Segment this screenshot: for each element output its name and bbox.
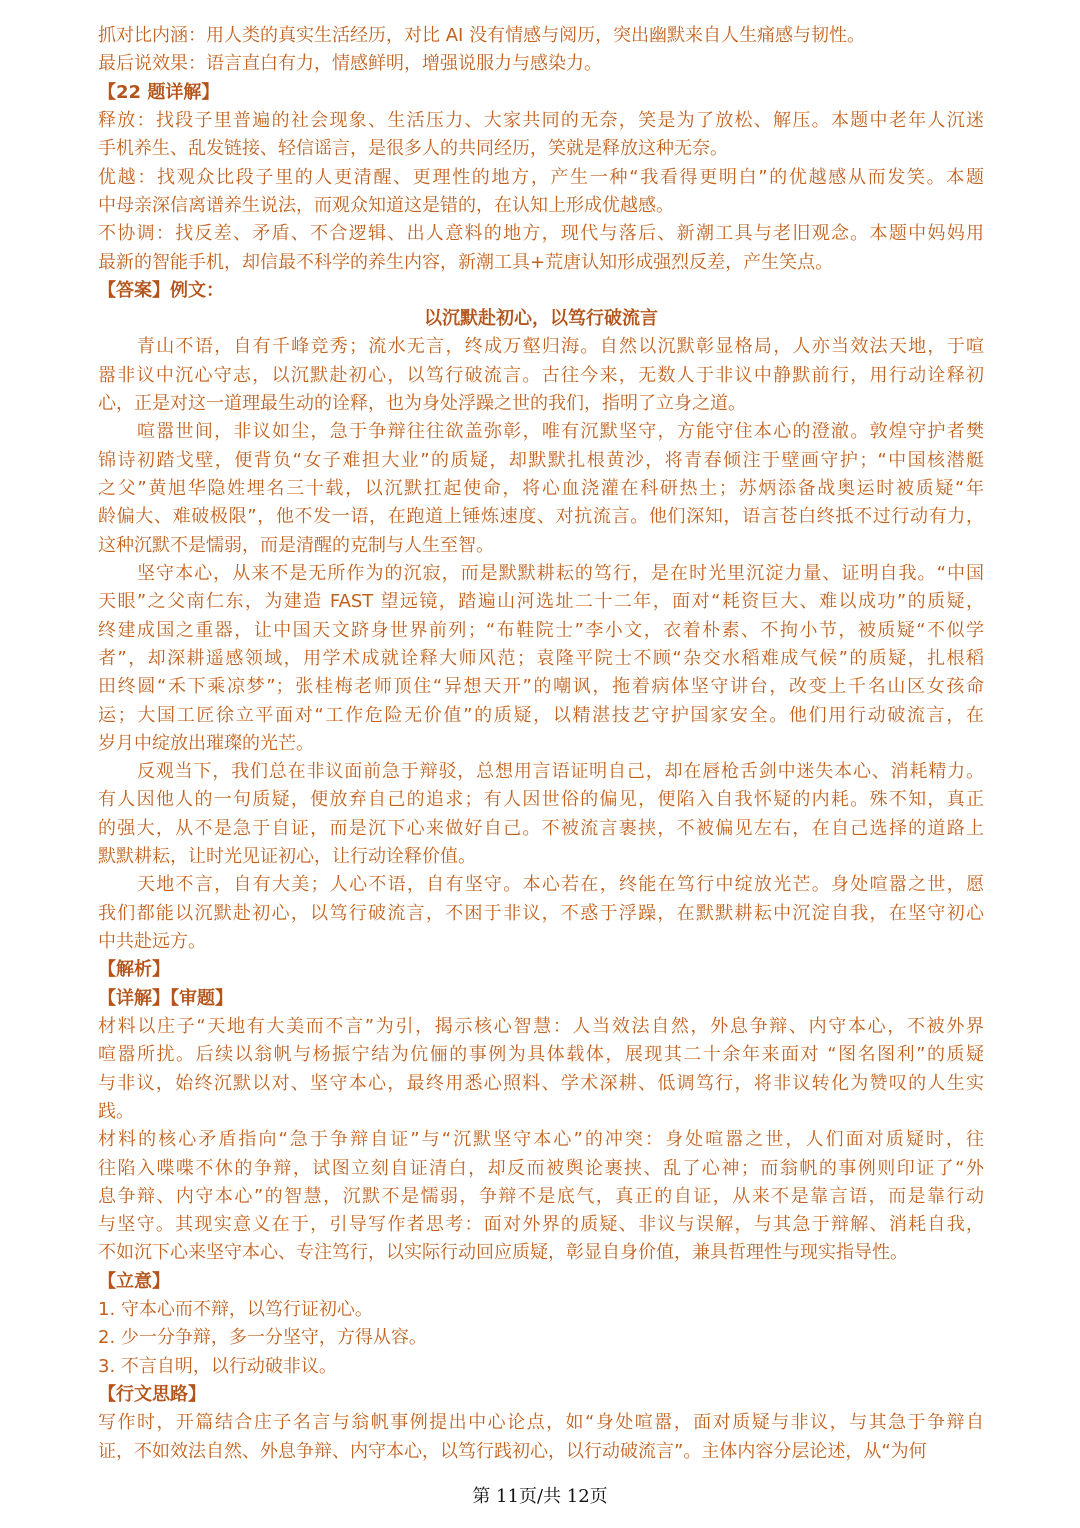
paragraph — [98, 22, 984, 50]
text-line: 龄偏大、难破极限”，他不发一语，在跑道上锤炼速度、对抗流言。他们深知，语言苍白终抵不过行动有力， — [98, 506, 984, 528]
paragraph — [98, 50, 984, 78]
text-line: 运；大国工匠徐立平面对“工作危险无价值”的质疑，以精湛技艺守护国家安全。他们用行动破流言，在 — [98, 704, 984, 726]
essay-title — [98, 305, 984, 333]
text-line: 1. 守本心而不辩，以笃行证初心。 — [98, 1299, 373, 1321]
document-body — [98, 22, 984, 1466]
essay-paragraph — [98, 758, 984, 871]
text-line: 优越：找观众比段子里的人更清醒、更理性的地方，产生一种“我看得更明白”的优越感从而发笑。本题 — [98, 166, 984, 188]
essay-paragraph — [98, 333, 984, 418]
text-line: 【答案】例文： — [98, 279, 224, 301]
text-line: 抓对比内涵：用人类的真实生活经历，对比 AI 没有情感与阅历，突出幽默来自人生痛感与韧性。 — [98, 25, 866, 46]
essay-paragraph — [98, 418, 984, 560]
section-heading — [98, 956, 984, 984]
text-line: 有人因他人的一句质疑，便放弃自己的追求；有人因世俗的偏见，便陷入自我怀疑的内耗。殊不知，真正 — [98, 789, 984, 811]
paragraph — [98, 1296, 984, 1324]
text-line: 写作时，开篇结合庄子名言与翁帆事例提出中心论点，如“身处喧嚣，面对质疑与非议，与其急于争辩自 — [98, 1412, 984, 1434]
text-line: 以沉默赴初心，以笃行破流言 — [424, 308, 658, 330]
text-line: 证，不如效法自然、外息争辩、内守本心，以笃行践初心，以行动破流言”。主体内容分层论述，从“为何 — [98, 1440, 927, 1462]
paragraph — [98, 1409, 984, 1466]
paragraph — [98, 1353, 984, 1381]
text-line: 心，正是对这一道理最生动的诠释，也为身处浮躁之世的我们，指明了立身之道。 — [98, 393, 746, 415]
text-line: 最后说效果：语言直白有力，情感鲜明，增强说服力与感染力。 — [98, 53, 602, 75]
text-line: 【行文思路】 — [98, 1384, 206, 1405]
text-line: 中共赴远方。 — [98, 931, 206, 952]
paragraph — [98, 107, 984, 164]
text-line: 材料的核心矛盾指向“急于争辩自证”与“沉默坚守本心”的冲突：身处喧嚣之世，人们面对质疑时，往 — [98, 1129, 984, 1151]
text-line: 田终圆“禾下乘凉梦”；张桂梅老师顶住“异想天开”的嘲讽，拖着病体坚守讲台，改变上千名山区女孩命 — [98, 676, 984, 698]
essay-paragraph — [98, 871, 984, 956]
paragraph — [98, 164, 984, 221]
text-line: 【22 题详解】 — [98, 81, 220, 103]
text-line: 天地不言，自有大美；人心不语，自有坚守。本心若在，终能在笃行中绽放光芒。身处喧嚣之世，愿 — [137, 874, 984, 896]
section-heading — [98, 1268, 984, 1296]
text-line: 岁月中绽放出璀璨的光芒。 — [98, 732, 314, 754]
text-line: 【解析】 — [98, 959, 170, 981]
text-line: 者”，却深耕遥感领域，用学术成就诠释大师风范；袁隆平院士不顾“杂交水稻难成气候”的质疑，扎根稻 — [98, 647, 984, 669]
paragraph — [98, 1013, 984, 1126]
text-line: 与非议，始终沉默以对、坚守本心，最终用悉心照料、学术深耕、低调笃行，将非议转化为赞叹的人生实 — [98, 1072, 984, 1094]
text-line: 【立意】 — [98, 1270, 170, 1292]
text-line: 嚣非议中沉心守志，以沉默赴初心，以笃行破流言。古往今来，无数人于非议中静默前行，用行动诠释初 — [98, 364, 984, 386]
text-line: 中母亲深信离谱养生说法，而观众知道这是错的，在认知上形成优越感。 — [98, 194, 674, 216]
text-line: 不如沉下心来坚守本心、专注笃行，以实际行动回应质疑，彰显自身价值，兼具哲理性与现实指导性。 — [98, 1242, 908, 1264]
text-line: 释放：找段子里普遍的社会现象、生活压力、大家共同的无奈，笑是为了放松、解压。本题中老年人沉迷 — [98, 109, 984, 131]
text-line: 践。 — [98, 1100, 134, 1122]
text-line: 的强大，从不是急于自证，而是沉下心来做好自己。不被流言裹挟，不被偏见左右，在自己选择的道路上 — [98, 817, 984, 839]
text-line: 喧嚣世间，非议如尘，急于争辩往往欲盖弥彰，唯有沉默坚守，方能守住本心的澄澈。敦煌守护者樊 — [137, 421, 984, 443]
page-footer: 第 11页/共 12页 — [472, 1486, 608, 1507]
text-line: 往陷入喋喋不休的争辩，试图立刻自证清白，却反而被舆论裹挟、乱了心神；而翁帆的事例则印证了“外 — [98, 1157, 984, 1179]
paragraph — [98, 1324, 984, 1352]
text-line: 终建成国之重器，让中国天文跻身世界前列；“布鞋院士”李小文，衣着朴素、不拘小节，被质疑“不似学 — [98, 619, 984, 641]
text-line: 最新的智能手机，却信最不科学的养生内容，新潮工具+荒唐认知形成强烈反差，产生笑点。 — [98, 251, 834, 273]
text-line: 坚守本心，从来不是无所作为的沉寂，而是默默耕耘的笃行，是在时光里沉淀力量、证明自我。“中国 — [137, 562, 984, 584]
text-line: 2. 少一分争辩，多一分坚守，方得从容。 — [98, 1327, 427, 1349]
section-heading — [98, 985, 984, 1013]
text-line: 天眼”之父南仁东，为建造 FAST 望远镜，踏遍山河选址二十二年，面对“耗资巨大、难以成功”的质疑， — [98, 591, 984, 613]
text-line: 手机养生、乱发链接、轻信谣言，是很多人的共同经历，笑就是释放这种无奈。 — [98, 138, 728, 160]
text-line: 不协调：找反差、矛盾、不合逻辑、出人意料的地方，现代与落后、新潮工具与老旧观念。本题中妈妈用 — [98, 223, 984, 245]
text-line: 【详解】【审题】 — [98, 987, 233, 1009]
text-line: 青山不语，自有千峰竞秀；流水无言，终成万壑归海。自然以沉默彰显格局，人亦当效法天地，于喧 — [137, 336, 984, 358]
section-heading — [98, 79, 984, 107]
text-line: 锦诗初踏戈壁，便背负“女子难担大业”的质疑，却默默扎根黄沙，将青春倾注于壁画守护；“中国核潜艇 — [98, 449, 984, 471]
text-line: 喧嚣所扰。后续以翁帆与杨振宁结为伉俪的事例为具体载体，展现其二十余年来面对 “图名图利”的质疑 — [98, 1044, 984, 1066]
text-line: 材料以庄子“天地有大美而不言”为引，揭示核心智慧：人当效法自然，外息争辩、内守本心，不被外界 — [98, 1015, 984, 1037]
text-line: 默默耕耘，让时光见证初心，让行动诠释价值。 — [98, 846, 476, 868]
section-heading — [98, 1381, 984, 1409]
paragraph — [98, 220, 984, 277]
text-line: 与坚守。其现实意义在于，引导写作者思考：面对外界的质疑、非议与误解，与其急于辩解、消耗自我， — [98, 1214, 984, 1236]
paragraph — [98, 1126, 984, 1268]
text-line: 3. 不言自明，以行动破非议。 — [98, 1355, 337, 1377]
text-line: 反观当下，我们总在非议面前急于辩驳，总想用言语证明自己，却在唇枪舌剑中迷失本心、消耗精力。 — [137, 761, 984, 783]
essay-paragraph — [98, 560, 984, 758]
text-line: 这种沉默不是懦弱，而是清醒的克制与人生至智。 — [98, 534, 494, 556]
text-line: 息争辩、内守本心”的智慧，沉默不是懦弱，争辩不是底气，真正的自证，从来不是靠言语，而是靠行动 — [98, 1185, 984, 1207]
text-line: 我们都能以沉默赴初心，以笃行破流言，不困于非议，不惑于浮躁，在默默耕耘中沉淀自我，在坚守初心 — [98, 902, 984, 924]
text-line: 之父”黄旭华隐姓埋名三十载，以沉默扛起使命，将心血浇灌在科研热土；苏炳添备战奥运时被质疑“年 — [98, 478, 984, 499]
section-heading — [98, 277, 984, 305]
